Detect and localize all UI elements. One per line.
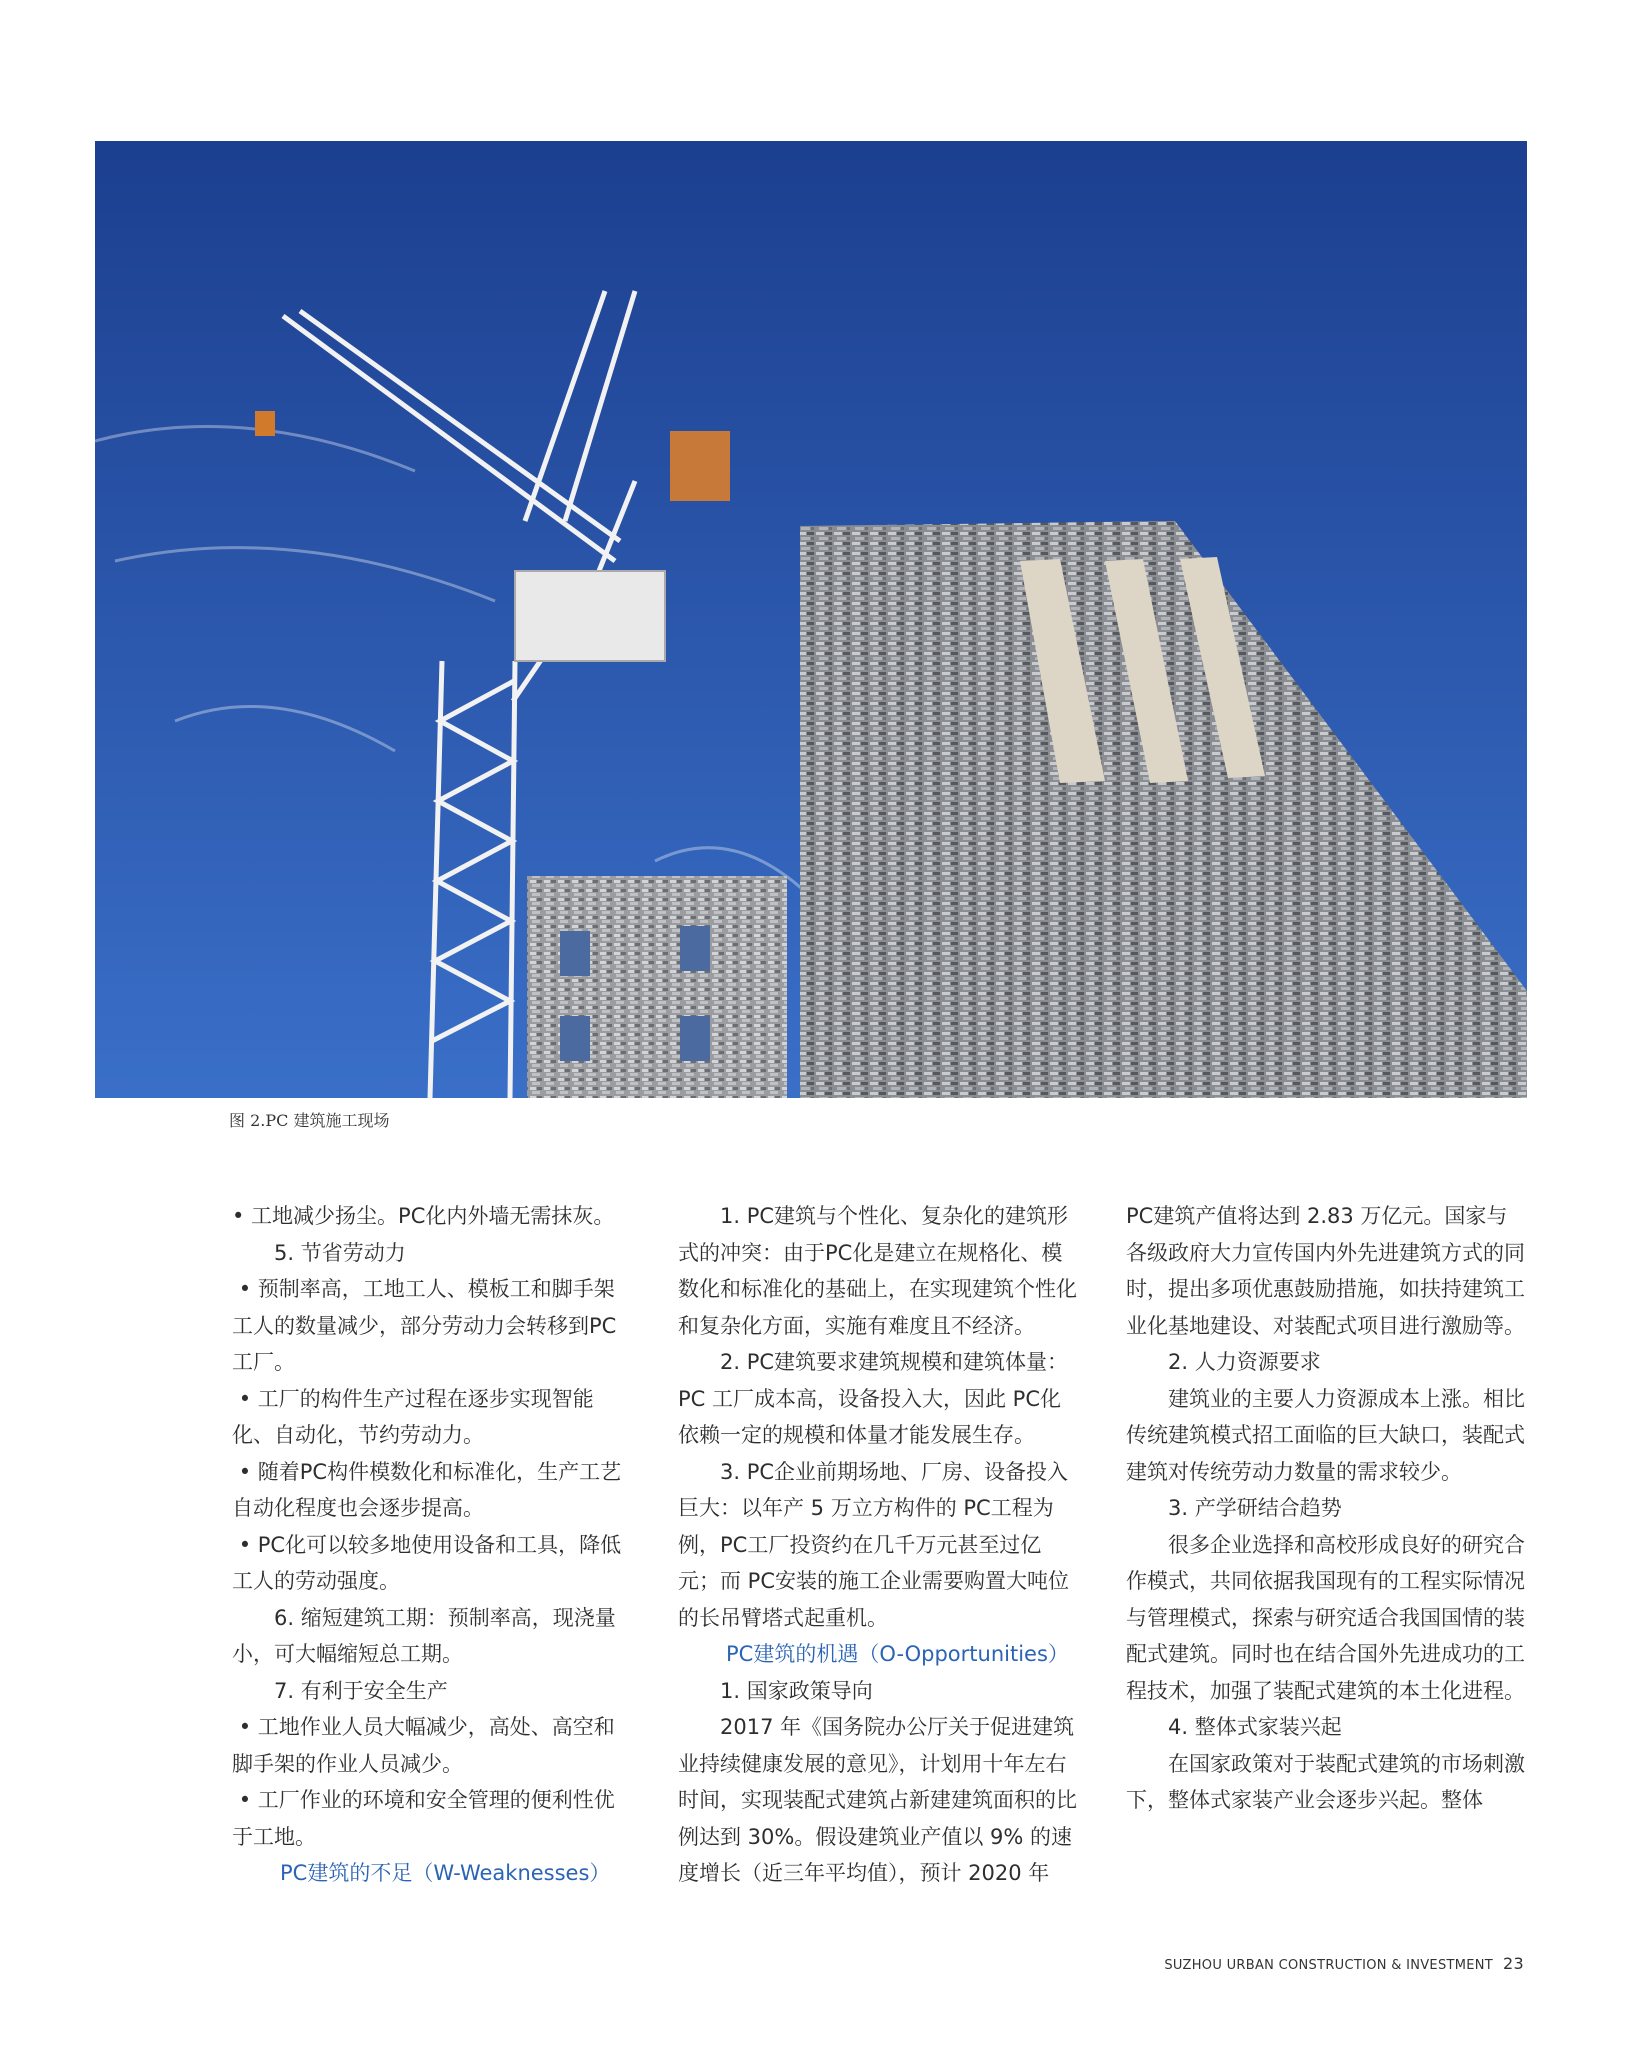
body-paragraph: 2017 年《国务院办公厅关于促进建筑业持续健康发展的意见》，计划用十年左右时间，实现装配式建筑占新建建筑面积的比例达到 30%。假设建筑业产值以 9% 的速度增长（近三年平均值），预计 2020 年 — [678, 1715, 1077, 1885]
body-paragraph: 1. 国家政策导向 — [720, 1678, 873, 1703]
section-heading: PC建筑的不足（W-Weaknesses） — [280, 1861, 611, 1885]
body-paragraph: 3. 产学研结合趋势 — [1168, 1496, 1342, 1520]
body-paragraph: • 工地作业人员大幅减少，高处、高空和脚手架的作业人员减少。 — [232, 1715, 615, 1776]
body-paragraph: 6. 缩短建筑工期：预制率高，现浇量小，可大幅缩短总工期。 — [232, 1605, 616, 1666]
body-paragraph: • 工地减少扬尘。PC化内外墙无需抹灰。 — [232, 1204, 615, 1228]
page-footer — [1164, 1954, 1524, 1973]
body-paragraph: • 工厂作业的环境和安全管理的便利性优于工地。 — [232, 1788, 615, 1849]
figure-caption: 图 2.PC 建筑施工现场 — [229, 1111, 390, 1130]
body-paragraph: 2. 人力资源要求 — [1168, 1350, 1321, 1374]
body-paragraph: 3. PC企业前期场地、厂房、设备投入巨大：以年产 5 万立方构件的 PC工程为例，PC工厂投资约在几千万元甚至过亿元；而 PC安装的施工企业需要购置大吨位的长吊臂塔式起重机。 — [678, 1459, 1070, 1630]
body-paragraph: 在国家政策对于装配式建筑的市场刺激下，整体式家装产业会逐步兴起。整体 — [1126, 1751, 1525, 1812]
body-paragraph: 建筑业的主要人力资源成本上涨。相比传统建筑模式招工面临的巨大缺口，装配式建筑对传统劳动力数量的需求较少。 — [1126, 1386, 1525, 1484]
body-paragraph: • 工厂的构件生产过程在逐步实现智能化、自动化，节约劳动力。 — [232, 1386, 594, 1447]
construction-photo — [95, 141, 1527, 1098]
body-paragraph: 很多企业选择和高校形成良好的研究合作模式，共同依据我国现有的工程实际情况与管理模式，探索与研究适合我国国情的装配式建筑。同时也在结合国外先进成功的工程技术，加强了装配式建筑的本土化进程。 — [1126, 1532, 1525, 1703]
section-heading: PC建筑的机遇（O-Opportunities） — [726, 1642, 1069, 1666]
body-paragraph: 7. 有利于安全生产 — [274, 1678, 448, 1703]
text-column-2 — [678, 1198, 1078, 1892]
page-number: 23 — [1503, 1954, 1524, 1973]
text-column-1 — [232, 1198, 632, 1892]
body-paragraph: 2. PC建筑要求建筑规模和建筑体量：PC 工厂成本高，设备投入大，因此 PC化依赖一定的规模和体量才能发展生存。 — [678, 1350, 1069, 1447]
body-paragraph: PC建筑产值将达到 2.83 万亿元。国家与各级政府大力宣传国内外先进建筑方式的同时，提出多项优惠鼓励措施，如扶持建筑工业化基地建设、对装配式项目进行激励等。 — [1126, 1204, 1525, 1338]
body-paragraph: • 预制率高，工地工人、模板工和脚手架工人的数量减少，部分劳动力会转移到PC工厂。 — [232, 1277, 617, 1374]
publication-name: SUZHOU URBAN CONSTRUCTION & INVESTMENT — [1164, 1958, 1494, 1973]
body-paragraph: 4. 整体式家装兴起 — [1168, 1715, 1342, 1739]
body-paragraph: 1. PC建筑与个性化、复杂化的建筑形式的冲突：由于PC化是建立在规格化、模数化和标准化的基础上，在实现建筑个性化和复杂化方面，实施有难度且不经济。 — [678, 1204, 1077, 1338]
text-column-3 — [1126, 1198, 1526, 1819]
body-paragraph: • 随着PC构件模数化和标准化，生产工艺自动化程度也会逐步提高。 — [232, 1459, 622, 1520]
body-paragraph: • PC化可以较多地使用设备和工具，降低工人的劳动强度。 — [232, 1532, 622, 1593]
body-paragraph: 5. 节省劳动力 — [274, 1240, 406, 1265]
